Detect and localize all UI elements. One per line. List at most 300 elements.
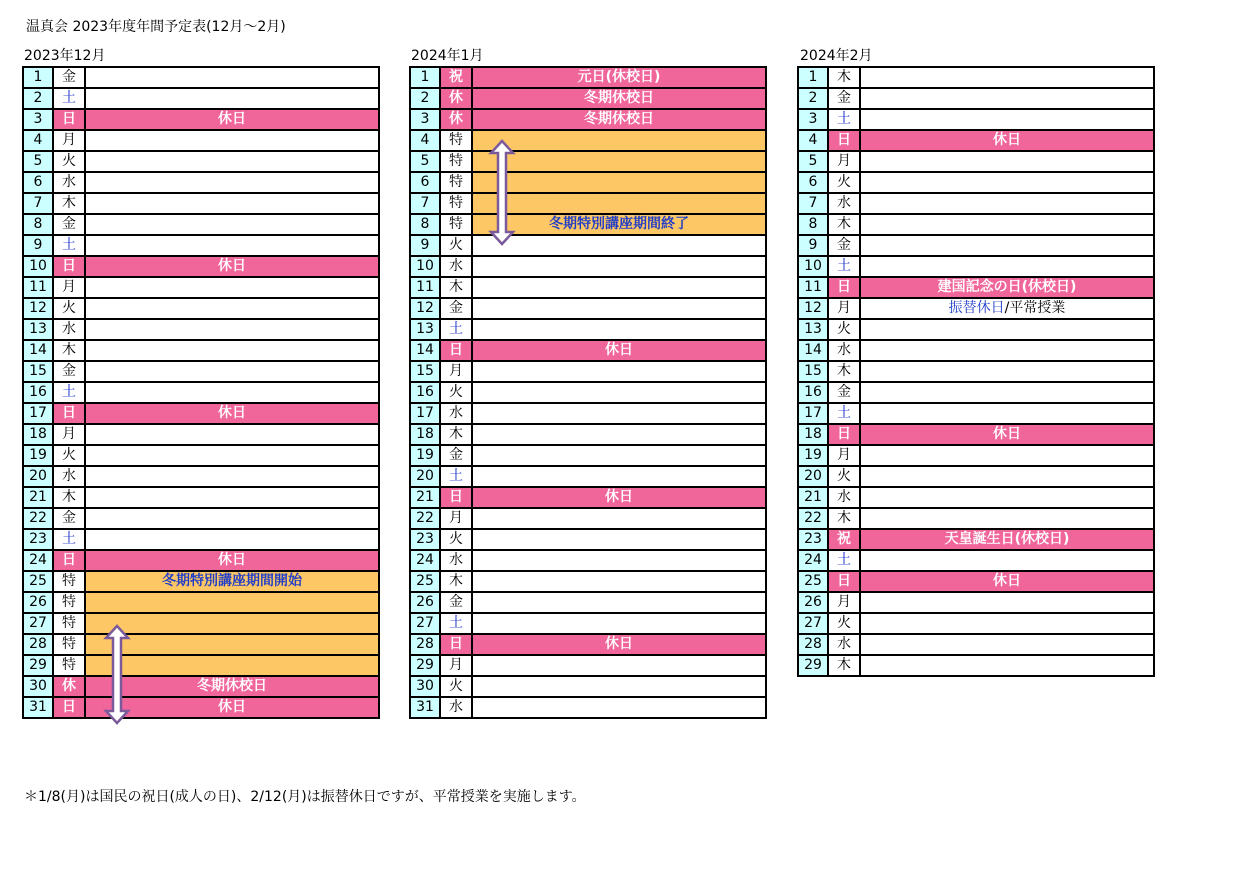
- weekday-cell: 日: [53, 697, 85, 718]
- event-cell: [85, 214, 379, 235]
- table-row: [798, 340, 1154, 361]
- weekday-cell: 木: [440, 277, 472, 298]
- table-row: [23, 172, 379, 193]
- day-number: 29: [23, 655, 53, 676]
- table-row: [798, 151, 1154, 172]
- weekday-cell: 火: [53, 151, 85, 172]
- event-text: 冬期休校日: [584, 90, 654, 106]
- table-row: [23, 214, 379, 235]
- event-cell: [472, 361, 766, 382]
- table-row: [23, 340, 379, 361]
- event-substitute-holiday: 振替休日: [948, 300, 1005, 316]
- table-row: [23, 508, 379, 529]
- event-cell: [85, 130, 379, 151]
- weekday-cell: 金: [53, 361, 85, 382]
- day-number: 10: [23, 256, 53, 277]
- event-cell: [472, 676, 766, 697]
- day-number: 18: [410, 424, 440, 445]
- event-text: 冬期特別講座期間終了: [549, 216, 689, 232]
- table-row: [410, 676, 766, 697]
- day-number: 11: [410, 277, 440, 298]
- event-cell: [860, 550, 1154, 571]
- event-cell: [472, 382, 766, 403]
- table-row: [23, 487, 379, 508]
- day-number: 18: [798, 424, 828, 445]
- event-cell: [85, 235, 379, 256]
- day-number: 24: [23, 550, 53, 571]
- event-text: 休日: [218, 258, 246, 274]
- day-number: 7: [798, 193, 828, 214]
- day-number: 7: [23, 193, 53, 214]
- weekday-cell: 日: [53, 109, 85, 130]
- day-number: 7: [410, 193, 440, 214]
- table-row: [798, 487, 1154, 508]
- event-cell: [472, 172, 766, 193]
- weekday-cell: 水: [440, 256, 472, 277]
- event-text: 休日: [218, 552, 246, 568]
- table-row: [798, 445, 1154, 466]
- table-row: [410, 88, 766, 109]
- event-cell: [860, 571, 1154, 592]
- weekday-cell: 祝: [440, 67, 472, 88]
- weekday-cell: 水: [828, 193, 860, 214]
- weekday-cell: 土: [828, 109, 860, 130]
- table-row: [798, 298, 1154, 319]
- table-row: [23, 445, 379, 466]
- event-text: 元日(休校日): [577, 69, 661, 85]
- day-number: 10: [410, 256, 440, 277]
- event-cell: [85, 571, 379, 592]
- weekday-cell: 日: [440, 487, 472, 508]
- weekday-cell: 日: [440, 340, 472, 361]
- table-row: [798, 571, 1154, 592]
- event-cell: [860, 634, 1154, 655]
- table-row: [410, 382, 766, 403]
- day-number: 20: [410, 466, 440, 487]
- day-number: 15: [410, 361, 440, 382]
- table-row: [410, 193, 766, 214]
- event-cell: [860, 529, 1154, 550]
- event-text: 休日: [605, 489, 633, 505]
- day-number: 2: [410, 88, 440, 109]
- day-number: 18: [23, 424, 53, 445]
- table-row: [410, 256, 766, 277]
- event-text: 休日: [218, 699, 246, 715]
- day-number: 26: [798, 592, 828, 613]
- table-row: [23, 88, 379, 109]
- event-cell: [85, 529, 379, 550]
- day-number: 12: [798, 298, 828, 319]
- table-row: [23, 256, 379, 277]
- table-row: [798, 319, 1154, 340]
- weekday-cell: 土: [53, 88, 85, 109]
- weekday-cell: 木: [440, 571, 472, 592]
- event-cell: [472, 277, 766, 298]
- table-row: [23, 613, 379, 634]
- day-number: 5: [410, 151, 440, 172]
- day-number: 31: [23, 697, 53, 718]
- table-row: [23, 277, 379, 298]
- day-number: 25: [23, 571, 53, 592]
- day-number: 9: [798, 235, 828, 256]
- weekday-cell: 特: [440, 130, 472, 151]
- double-arrow-icon: [488, 139, 516, 246]
- table-row: [410, 424, 766, 445]
- event-cell: [860, 487, 1154, 508]
- table-row: [798, 550, 1154, 571]
- table-row: [798, 508, 1154, 529]
- weekday-cell: 特: [53, 613, 85, 634]
- table-row: [23, 697, 379, 718]
- event-cell: [85, 298, 379, 319]
- table-row: [23, 550, 379, 571]
- weekday-cell: 日: [53, 256, 85, 277]
- weekday-cell: 水: [440, 550, 472, 571]
- day-number: 30: [23, 676, 53, 697]
- event-cell: [860, 403, 1154, 424]
- day-number: 3: [410, 109, 440, 130]
- table-row: [23, 235, 379, 256]
- weekday-cell: 日: [828, 571, 860, 592]
- event-text: 天皇誕生日(休校日): [944, 531, 1070, 547]
- weekday-cell: 火: [53, 445, 85, 466]
- day-number: 4: [410, 130, 440, 151]
- event-cell: [472, 214, 766, 235]
- table-row: [23, 382, 379, 403]
- event-text: 冬期特別講座期間開始: [162, 573, 302, 589]
- footnote: ＊1/8(月)は国民の祝日(成人の日)、2/12(月)は振替休日ですが、平常授業を実施します。: [24, 789, 586, 805]
- weekday-cell: 火: [828, 466, 860, 487]
- table-row: [410, 487, 766, 508]
- event-cell: [472, 340, 766, 361]
- event-cell: [472, 508, 766, 529]
- weekday-cell: 月: [440, 508, 472, 529]
- day-number: 23: [23, 529, 53, 550]
- event-cell: [85, 256, 379, 277]
- day-number: 5: [23, 151, 53, 172]
- weekday-cell: 月: [828, 151, 860, 172]
- event-cell: [472, 403, 766, 424]
- weekday-cell: 水: [53, 319, 85, 340]
- day-number: 21: [23, 487, 53, 508]
- day-number: 31: [410, 697, 440, 718]
- event-cell: [85, 508, 379, 529]
- table-row: [410, 466, 766, 487]
- table-row: [410, 298, 766, 319]
- weekday-cell: 金: [53, 508, 85, 529]
- weekday-cell: 特: [53, 655, 85, 676]
- event-text: 休日: [993, 573, 1021, 589]
- event-cell: [472, 151, 766, 172]
- weekday-cell: 木: [53, 193, 85, 214]
- weekday-cell: 木: [828, 361, 860, 382]
- weekday-cell: 土: [828, 550, 860, 571]
- event-cell: [472, 109, 766, 130]
- weekday-cell: 土: [440, 319, 472, 340]
- table-row: [23, 592, 379, 613]
- day-number: 21: [410, 487, 440, 508]
- event-cell: [85, 424, 379, 445]
- event-cell: [85, 487, 379, 508]
- event-cell: [85, 172, 379, 193]
- event-cell: [85, 277, 379, 298]
- event-cell: [860, 130, 1154, 151]
- weekday-cell: 特: [440, 172, 472, 193]
- event-cell: [860, 88, 1154, 109]
- weekday-cell: 木: [828, 508, 860, 529]
- weekday-cell: 月: [828, 592, 860, 613]
- day-number: 8: [798, 214, 828, 235]
- day-number: 23: [410, 529, 440, 550]
- table-row: [798, 214, 1154, 235]
- weekday-cell: 土: [53, 529, 85, 550]
- event-cell: [472, 550, 766, 571]
- day-number: 15: [798, 361, 828, 382]
- weekday-cell: 水: [53, 466, 85, 487]
- event-cell: [472, 571, 766, 592]
- day-number: 6: [798, 172, 828, 193]
- day-number: 9: [410, 235, 440, 256]
- weekday-cell: 水: [440, 697, 472, 718]
- day-number: 3: [23, 109, 53, 130]
- weekday-cell: 土: [53, 382, 85, 403]
- weekday-cell: 金: [828, 382, 860, 403]
- day-number: 4: [23, 130, 53, 151]
- event-cell: [85, 109, 379, 130]
- event-cell: [472, 466, 766, 487]
- day-number: 22: [798, 508, 828, 529]
- weekday-cell: 特: [53, 592, 85, 613]
- day-number: 16: [23, 382, 53, 403]
- table-row: [798, 382, 1154, 403]
- table-row: [23, 655, 379, 676]
- calendar-table-dec: [22, 66, 380, 719]
- event-cell: [85, 445, 379, 466]
- day-number: 11: [23, 277, 53, 298]
- weekday-cell: 火: [828, 613, 860, 634]
- day-number: 12: [410, 298, 440, 319]
- weekday-cell: 火: [53, 298, 85, 319]
- table-row: [410, 151, 766, 172]
- event-cell: [860, 235, 1154, 256]
- calendar-table-jan: [409, 66, 767, 719]
- weekday-cell: 月: [53, 130, 85, 151]
- weekday-cell: 水: [828, 634, 860, 655]
- event-cell: [860, 361, 1154, 382]
- day-number: 13: [798, 319, 828, 340]
- event-cell: [860, 655, 1154, 676]
- event-cell: [85, 382, 379, 403]
- day-number: 16: [410, 382, 440, 403]
- month-label-jan: 2024年1月: [411, 48, 484, 64]
- day-number: 4: [798, 130, 828, 151]
- event-cell: [472, 445, 766, 466]
- table-row: [798, 592, 1154, 613]
- weekday-cell: 火: [440, 235, 472, 256]
- weekday-cell: 金: [440, 298, 472, 319]
- day-number: 27: [798, 613, 828, 634]
- table-row: [798, 130, 1154, 151]
- table-row: [410, 697, 766, 718]
- weekday-cell: 日: [828, 130, 860, 151]
- page-title: 温真会 2023年度年間予定表(12月～2月): [26, 19, 286, 35]
- event-cell: [85, 466, 379, 487]
- weekday-cell: 日: [53, 550, 85, 571]
- weekday-cell: 金: [440, 445, 472, 466]
- weekday-cell: 日: [440, 634, 472, 655]
- event-cell: [860, 592, 1154, 613]
- event-cell: [860, 193, 1154, 214]
- event-cell: [85, 361, 379, 382]
- table-row: [410, 340, 766, 361]
- table-row: [410, 445, 766, 466]
- day-number: 29: [798, 655, 828, 676]
- table-row: [410, 319, 766, 340]
- weekday-cell: 特: [53, 571, 85, 592]
- event-cell: [472, 67, 766, 88]
- day-number: 8: [23, 214, 53, 235]
- event-text: 冬期休校日: [584, 111, 654, 127]
- weekday-cell: 月: [53, 277, 85, 298]
- event-text: 休日: [605, 342, 633, 358]
- table-row: [410, 403, 766, 424]
- weekday-cell: 木: [828, 214, 860, 235]
- weekday-cell: 日: [828, 277, 860, 298]
- weekday-cell: 火: [440, 676, 472, 697]
- weekday-cell: 木: [53, 487, 85, 508]
- day-number: 26: [410, 592, 440, 613]
- day-number: 24: [798, 550, 828, 571]
- table-row: [23, 676, 379, 697]
- day-number: 1: [798, 67, 828, 88]
- table-row: [410, 235, 766, 256]
- event-text: 休日: [993, 426, 1021, 442]
- day-number: 29: [410, 655, 440, 676]
- event-cell: [860, 424, 1154, 445]
- table-row: [23, 151, 379, 172]
- event-cell: [860, 340, 1154, 361]
- day-number: 11: [798, 277, 828, 298]
- weekday-cell: 休: [440, 88, 472, 109]
- event-text: 建国記念の日(休校日): [937, 279, 1077, 295]
- table-row: [798, 466, 1154, 487]
- table-row: [798, 361, 1154, 382]
- event-cell: [472, 88, 766, 109]
- day-number: 25: [798, 571, 828, 592]
- day-number: 6: [23, 172, 53, 193]
- table-row: [410, 508, 766, 529]
- table-row: [410, 571, 766, 592]
- weekday-cell: 火: [828, 319, 860, 340]
- calendar-table-feb: [797, 66, 1155, 677]
- event-cell: [860, 214, 1154, 235]
- table-row: [410, 130, 766, 151]
- table-row: [410, 634, 766, 655]
- event-cell: [472, 130, 766, 151]
- event-cell: [85, 340, 379, 361]
- day-number: 21: [798, 487, 828, 508]
- table-row: [798, 256, 1154, 277]
- weekday-cell: 月: [828, 298, 860, 319]
- event-cell: [472, 613, 766, 634]
- table-row: [23, 529, 379, 550]
- event-normal-class: /平常授業: [1004, 300, 1066, 316]
- day-number: 1: [410, 67, 440, 88]
- event-cell: [472, 697, 766, 718]
- table-row: [410, 592, 766, 613]
- day-number: 15: [23, 361, 53, 382]
- event-cell: [860, 67, 1154, 88]
- weekday-cell: 木: [828, 67, 860, 88]
- table-row: [798, 88, 1154, 109]
- weekday-cell: 水: [53, 172, 85, 193]
- event-cell: [472, 529, 766, 550]
- event-cell: [85, 193, 379, 214]
- event-cell: [860, 319, 1154, 340]
- event-cell: [472, 655, 766, 676]
- day-number: 13: [410, 319, 440, 340]
- table-row: [23, 298, 379, 319]
- table-row: [410, 172, 766, 193]
- event-text: 休日: [218, 111, 246, 127]
- weekday-cell: 月: [440, 655, 472, 676]
- day-number: 6: [410, 172, 440, 193]
- table-row: [798, 67, 1154, 88]
- double-arrow-icon: [103, 624, 131, 725]
- day-number: 14: [23, 340, 53, 361]
- weekday-cell: 土: [828, 256, 860, 277]
- weekday-cell: 土: [53, 235, 85, 256]
- weekday-cell: 木: [53, 340, 85, 361]
- table-row: [23, 571, 379, 592]
- table-row: [410, 109, 766, 130]
- table-row: [798, 529, 1154, 550]
- weekday-cell: 特: [440, 214, 472, 235]
- weekday-cell: 金: [53, 214, 85, 235]
- event-cell: [472, 256, 766, 277]
- day-number: 24: [410, 550, 440, 571]
- table-row: [410, 361, 766, 382]
- table-row: [798, 655, 1154, 676]
- day-number: 22: [23, 508, 53, 529]
- weekday-cell: 休: [440, 109, 472, 130]
- weekday-cell: 水: [828, 487, 860, 508]
- day-number: 22: [410, 508, 440, 529]
- event-text: 休日: [993, 132, 1021, 148]
- table-row: [23, 130, 379, 151]
- weekday-cell: 月: [440, 361, 472, 382]
- weekday-cell: 特: [440, 193, 472, 214]
- weekday-cell: 休: [53, 676, 85, 697]
- event-cell: [472, 193, 766, 214]
- event-cell: [860, 466, 1154, 487]
- day-number: 28: [23, 634, 53, 655]
- day-number: 2: [798, 88, 828, 109]
- weekday-cell: 金: [828, 235, 860, 256]
- day-number: 9: [23, 235, 53, 256]
- event-cell: [85, 319, 379, 340]
- table-row: [23, 67, 379, 88]
- day-number: 2: [23, 88, 53, 109]
- event-cell: [860, 508, 1154, 529]
- event-text: 冬期休校日: [197, 678, 267, 694]
- table-row: [410, 550, 766, 571]
- day-number: 17: [798, 403, 828, 424]
- weekday-cell: 日: [828, 424, 860, 445]
- table-row: [23, 424, 379, 445]
- event-cell: [472, 235, 766, 256]
- day-number: 14: [410, 340, 440, 361]
